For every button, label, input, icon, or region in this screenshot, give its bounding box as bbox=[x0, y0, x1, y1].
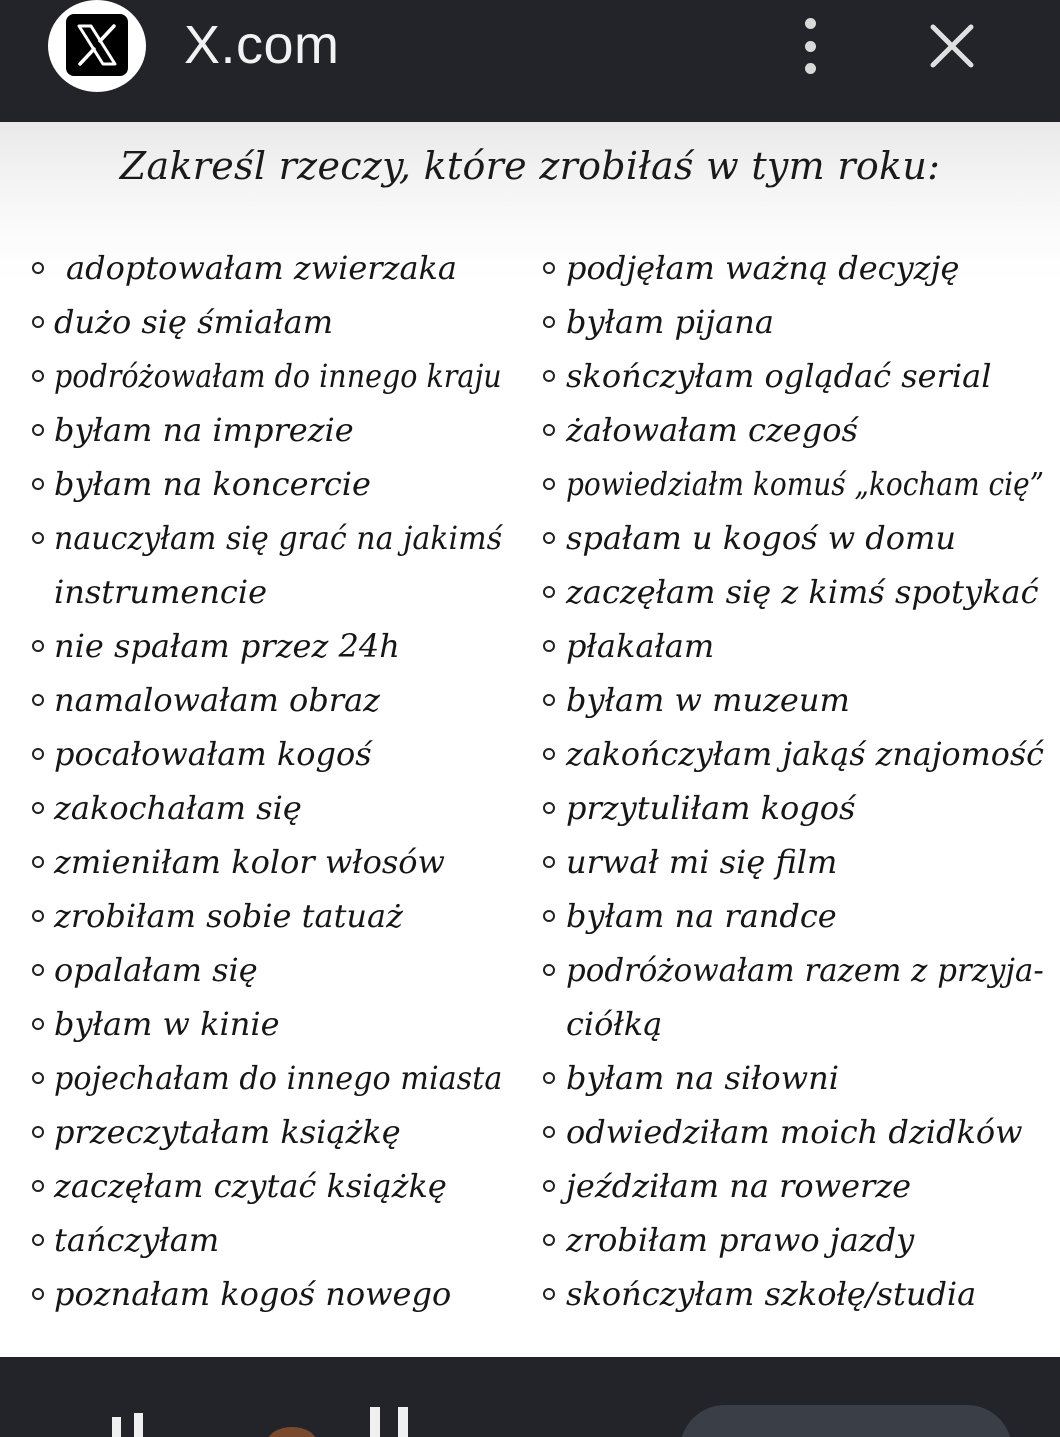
page-title: Zakreśl rzeczy, które zrobiłaś w tym roku: bbox=[119, 144, 941, 188]
bottom-action-button[interactable] bbox=[680, 1405, 1012, 1437]
bullet-icon bbox=[543, 586, 555, 598]
bullet-icon bbox=[32, 1126, 44, 1138]
left-checklist-item: nie spałam przez 24h bbox=[54, 627, 400, 665]
right-checklist-item: podjęłam ważną decyzję bbox=[566, 249, 960, 287]
right-checklist-item: odwiedziłam moich dzidków bbox=[566, 1113, 1023, 1151]
bullet-icon bbox=[32, 1234, 44, 1246]
site-title: X.com bbox=[184, 15, 340, 75]
left-checklist-item: byłam na koncercie bbox=[54, 465, 371, 503]
left-checklist-item: pocałowałam kogoś bbox=[54, 735, 372, 773]
left-checklist-item: adoptowałam zwierzaka bbox=[66, 249, 457, 287]
bullet-icon bbox=[543, 640, 555, 652]
bullet-icon bbox=[32, 532, 44, 544]
bullet-icon bbox=[543, 370, 555, 382]
left-checklist-item: instrumencie bbox=[54, 573, 268, 611]
bullet-icon bbox=[32, 424, 44, 436]
bullet-icon bbox=[32, 262, 44, 274]
bullet-icon bbox=[543, 478, 555, 490]
bullet-icon bbox=[32, 856, 44, 868]
bullet-icon bbox=[32, 748, 44, 760]
bullet-icon bbox=[543, 424, 555, 436]
left-checklist-item: dużo się śmiałam bbox=[54, 303, 334, 341]
bullet-icon bbox=[32, 1072, 44, 1084]
bullet-icon bbox=[32, 910, 44, 922]
left-checklist-item: opalałam się bbox=[54, 951, 258, 989]
right-checklist-item: podróżowałam razem z przyja- bbox=[566, 951, 1044, 989]
bullet-icon bbox=[543, 1072, 555, 1084]
left-checklist-item: zakochałam się bbox=[54, 789, 302, 827]
bullet-icon bbox=[543, 1234, 555, 1246]
bullet-icon bbox=[32, 964, 44, 976]
bullet-icon bbox=[543, 1288, 555, 1300]
right-checklist-item: byłam w muzeum bbox=[566, 681, 850, 719]
bullet-icon bbox=[32, 1288, 44, 1300]
left-checklist-item: byłam na imprezie bbox=[54, 411, 354, 449]
right-checklist-item: płakałam bbox=[566, 627, 715, 665]
bullet-icon bbox=[543, 910, 555, 922]
right-checklist-item: skończyłam oglądać serial bbox=[566, 357, 992, 395]
bullet-icon bbox=[32, 478, 44, 490]
left-checklist-item: zaczęłam czytać książkę bbox=[54, 1167, 447, 1205]
right-checklist-item: powiedziałm komuś „kocham cię” bbox=[566, 465, 1044, 503]
bullet-icon bbox=[32, 370, 44, 382]
checklist-image bbox=[0, 122, 1060, 1357]
right-checklist-item: żałowałam czegoś bbox=[566, 411, 858, 449]
right-checklist-item: ciółką bbox=[566, 1005, 663, 1043]
bullet-icon bbox=[543, 316, 555, 328]
partial-text-fragment bbox=[96, 1407, 156, 1437]
right-checklist-item: byłam na siłowni bbox=[566, 1059, 839, 1097]
right-checklist-item: urwał mi się film bbox=[566, 843, 838, 881]
bullet-icon bbox=[32, 1180, 44, 1192]
bullet-icon bbox=[32, 694, 44, 706]
bullet-icon bbox=[543, 964, 555, 976]
bullet-icon bbox=[543, 532, 555, 544]
browser-top-bar bbox=[0, 0, 1060, 122]
bullet-icon bbox=[32, 1018, 44, 1030]
bullet-icon bbox=[543, 748, 555, 760]
bullet-icon bbox=[32, 316, 44, 328]
bullet-icon bbox=[543, 262, 555, 274]
left-checklist-item: nauczyłam się grać na jakimś bbox=[54, 519, 502, 557]
left-checklist-item: podróżowałam do innego kraju bbox=[54, 357, 502, 395]
right-checklist-item: zrobiłam prawo jazdy bbox=[566, 1221, 915, 1259]
bullet-icon bbox=[543, 1180, 555, 1192]
right-checklist-item: spałam u kogoś w domu bbox=[566, 519, 956, 557]
left-checklist-item: namalowałam obraz bbox=[54, 681, 381, 719]
x-logo-icon bbox=[66, 14, 128, 76]
bullet-icon bbox=[543, 856, 555, 868]
bullet-icon bbox=[543, 1126, 555, 1138]
left-checklist-item: pojechałam do innego miasta bbox=[54, 1059, 503, 1097]
left-checklist-item: zrobiłam sobie tatuaż bbox=[54, 897, 403, 935]
bullet-icon bbox=[543, 694, 555, 706]
right-checklist-item: byłam na randce bbox=[566, 897, 837, 935]
bullet-icon bbox=[32, 640, 44, 652]
bullet-icon bbox=[32, 802, 44, 814]
close-icon[interactable] bbox=[924, 18, 980, 74]
right-checklist-item: jeździłam na rowerze bbox=[566, 1167, 912, 1205]
right-checklist-item: skończyłam szkołę/studia bbox=[566, 1275, 977, 1313]
left-checklist-item: tańczyłam bbox=[54, 1221, 220, 1259]
bottom-bar bbox=[0, 1357, 1060, 1437]
left-checklist-item: przeczytałam książkę bbox=[54, 1113, 401, 1151]
right-checklist-item: byłam pijana bbox=[566, 303, 774, 341]
partial-text-fragment bbox=[362, 1407, 432, 1437]
right-checklist-item: zaczęłam się z kimś spotykać bbox=[566, 573, 1039, 611]
right-checklist-item: zakończyłam jakąś znajomość bbox=[566, 735, 1044, 773]
site-logo bbox=[48, 0, 146, 92]
bullet-icon bbox=[543, 802, 555, 814]
partial-emoji-fragment bbox=[262, 1407, 322, 1437]
left-checklist-item: poznałam kogoś nowego bbox=[54, 1275, 452, 1313]
left-checklist-item: zmieniłam kolor włosów bbox=[54, 843, 445, 881]
more-vertical-icon[interactable] bbox=[794, 18, 826, 74]
right-checklist-item: przytuliłam kogoś bbox=[566, 789, 856, 827]
left-checklist-item: byłam w kinie bbox=[54, 1005, 280, 1043]
